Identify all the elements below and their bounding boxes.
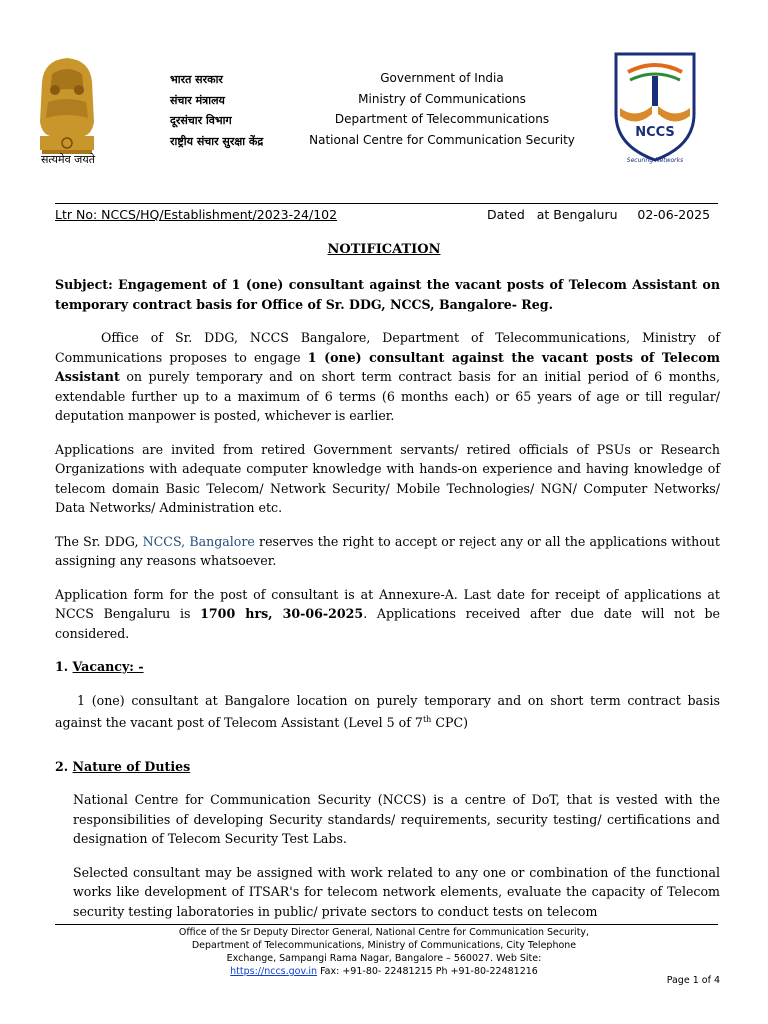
english-line: Department of Telecommunications: [334, 112, 550, 126]
paragraph-intro: Office of Sr. DDG, NCCS Bangalore, Department of Telecommunications, Ministry of Communications proposes to engage 1 (one) consultant against the vacant posts of Telecom Assistant on purely temporary and on short term contract basis for an initial period of 6 months, extendable further up to a maximum of 6 terms (6 months each) or 65 years of age or till regular/ deputation manpower is posted, whichever is earlier.: [55, 330, 720, 423]
letter-ref-line: [55, 207, 718, 222]
hindi-header: [170, 70, 263, 152]
section-vacancy-text: 1 (one) consultant at Bangalore location on purely temporary and on short term contract basis against the vacant post of Telecom Assistant (Level 5 of 7th CPC): [55, 692, 720, 731]
paragraph-deadline: Application form for the post of consultant is at Annexure-A. Last date for receipt of applications at NCCS Bengaluru is 1700 hrs, 30-06-2025. Applications received after due date will not be considered.: [55, 586, 720, 641]
paragraph-rights: The Sr. DDG, NCCS, Bangalore reserves the right to accept or reject any or all the applications without assigning any reasons whatsoever.: [55, 533, 720, 568]
hindi-line: राष्ट्रीय संचार सुरक्षा केंद्र: [170, 134, 264, 148]
nccs-logo-text: NCCS: [635, 125, 675, 140]
footer-contact: https://nccs.gov.in Fax: +91-80- 22481215 Ph +91-80-22481216: [230, 966, 538, 977]
hindi-line: संचार मंत्रालय: [170, 93, 225, 107]
website-link[interactable]: https://nccs.gov.in: [230, 966, 318, 977]
footer-divider: [55, 924, 718, 925]
section-vacancy-heading: 1. Vacancy: -: [55, 659, 144, 674]
english-line: Government of India: [380, 71, 504, 85]
hindi-line: भारत सरकार: [170, 73, 223, 86]
section-duties-heading: 2. Nature of Duties: [55, 758, 191, 774]
nccs-logo-icon: [606, 48, 704, 166]
section-duties-para2: Selected consultant may be assigned with work related to any one or combination of the functional works like development of ITSAR's for telecom network elements, evaluate the capacity of Telecom security testing laboratories in public/ private sectors to conduct tests on telecom: [73, 864, 720, 919]
paragraph-eligibility: Applications are invited from retired Government servants/ retired officials of PSUs or Research Organizations with adequate computer knowledge with hands-on experience and having knowledge of telecom domain Basic Telecom/ Network Security/ Mobile Technologies/ NGN/ Computer Networks/ Data Networks/ Administration etc.: [55, 441, 720, 515]
notification-title: NOTIFICATION: [327, 242, 441, 257]
nccs-tagline: Securing Networks: [626, 157, 684, 164]
emblem-motto: सत्यमेव जयते: [40, 153, 95, 166]
english-header: [298, 68, 586, 150]
footer: [100, 926, 668, 978]
subject: Subject: Engagement of 1 (one) consultant against the vacant posts of Telecom Assistant on temporary contract basis for Office of Sr. DDG, NCCS, Bangalore- Reg.: [55, 277, 720, 312]
letter-date: Dated at Bengaluru 02-06-2025: [487, 207, 711, 222]
page-number: Page 1 of 4: [666, 975, 720, 986]
state-emblem-icon: [22, 52, 112, 168]
header-divider: [55, 203, 718, 204]
footer-line: Department of Telecommunications, Ministry of Communications, City Telephone: [191, 940, 577, 951]
letter-number: Ltr No: NCCS/HQ/Establishment/2023-24/102: [55, 207, 338, 222]
english-line: National Centre for Communication Security: [309, 132, 575, 147]
english-line: Ministry of Communications: [358, 91, 526, 106]
hindi-line: दूरसंचार विभाग: [170, 114, 232, 127]
section-duties-para1: National Centre for Communication Security (NCCS) is a centre of DoT, that is vested with the responsibilities of developing Security standards/ requirements, security testing/ certifications and designation of Telecom Security Test Labs.: [73, 792, 720, 847]
footer-line: Office of the Sr Deputy Director General, National Centre for Communication Security,: [178, 927, 590, 938]
document-body: [55, 275, 720, 935]
footer-line: Exchange, Sampangi Rama Nagar, Bangalore – 560027. Web Site:: [226, 953, 542, 964]
